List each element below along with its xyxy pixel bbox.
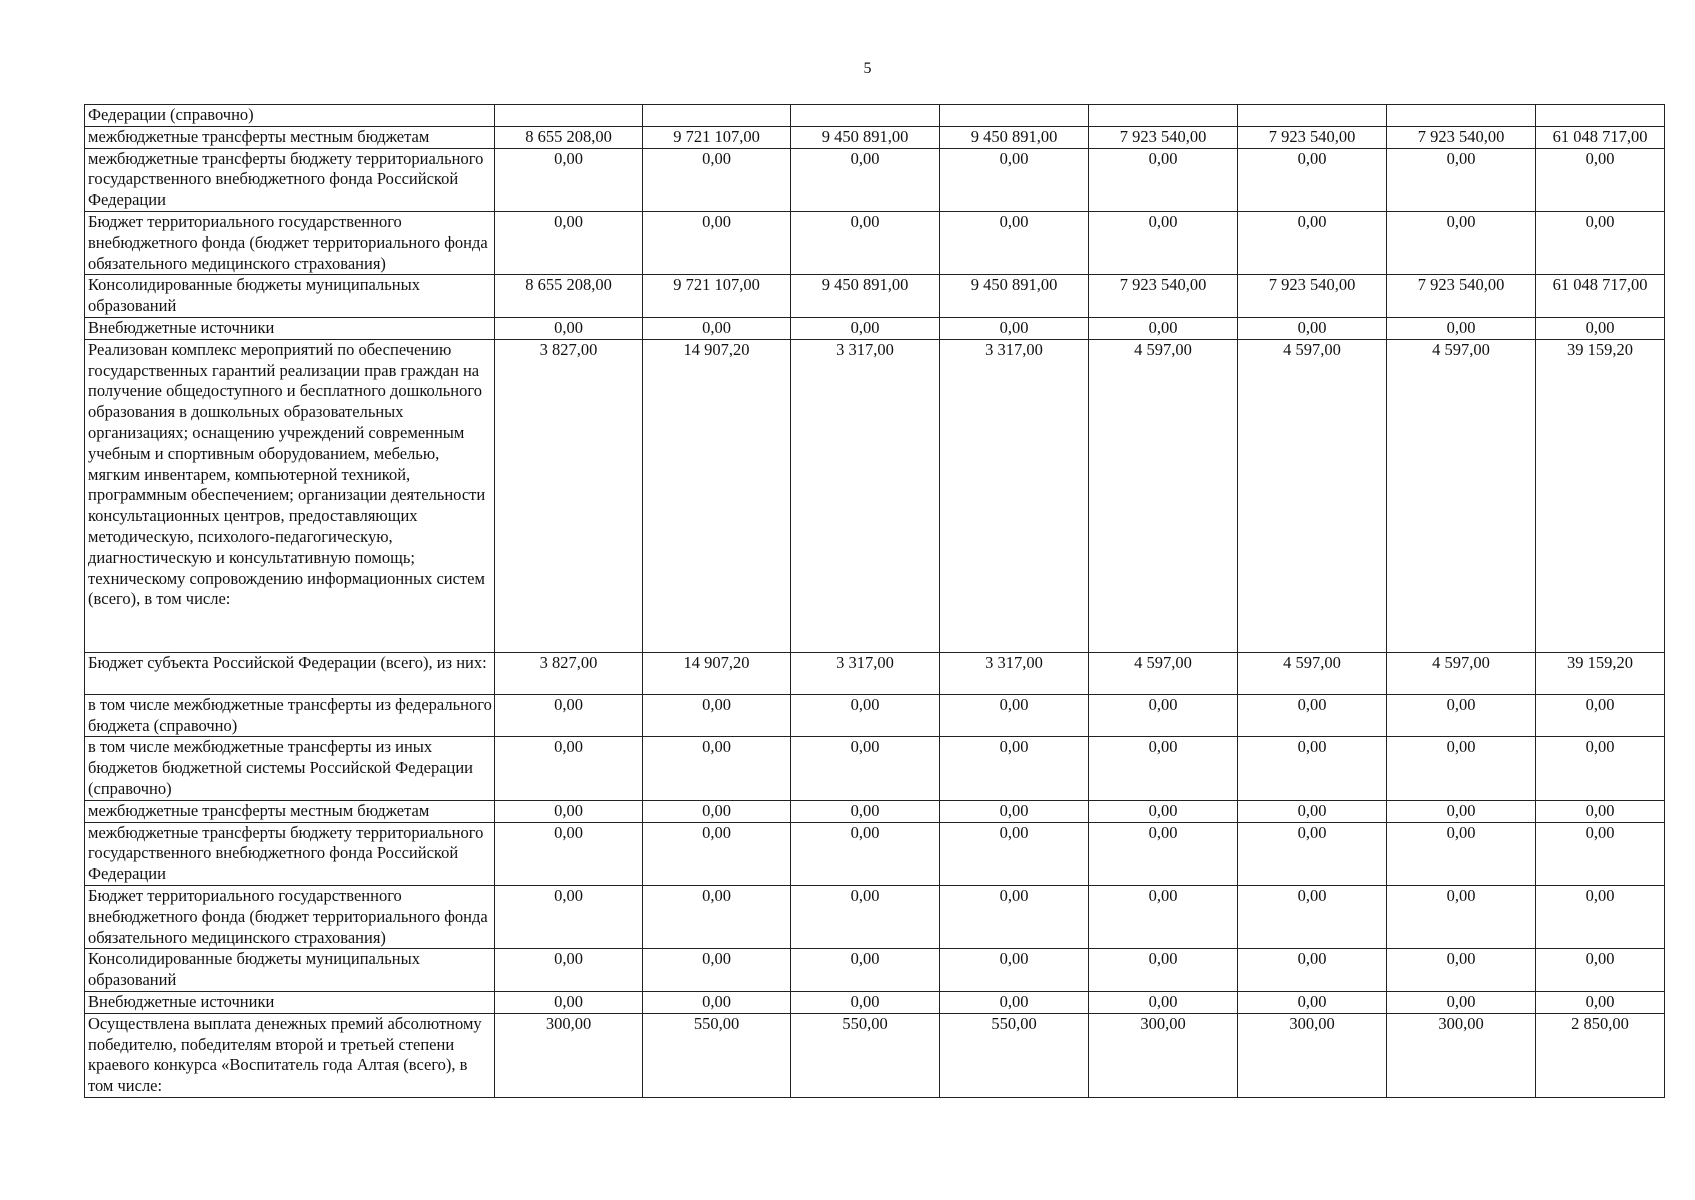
budget-table [84, 104, 1665, 1098]
value-cell: 7 923 540,00 [1387, 275, 1536, 318]
value-cell: 14 907,20 [643, 652, 791, 694]
value-cell: 0,00 [643, 317, 791, 339]
value-cell [1387, 105, 1536, 127]
value-cell: 7 923 540,00 [1089, 126, 1238, 148]
value-cell: 0,00 [940, 737, 1089, 800]
value-cell: 3 827,00 [495, 339, 643, 652]
value-cell: 0,00 [1536, 949, 1665, 992]
row-label: межбюджетные трансферты местным бюджетам [85, 126, 495, 148]
value-cell: 0,00 [643, 991, 791, 1013]
value-cell: 0,00 [1089, 694, 1238, 737]
value-cell: 61 048 717,00 [1536, 126, 1665, 148]
value-cell: 0,00 [1089, 211, 1238, 274]
table-row [85, 737, 1665, 800]
value-cell: 9 721 107,00 [643, 126, 791, 148]
value-cell: 4 597,00 [1387, 652, 1536, 694]
value-cell: 4 597,00 [1238, 652, 1387, 694]
value-cell: 61 048 717,00 [1536, 275, 1665, 318]
value-cell: 0,00 [1536, 991, 1665, 1013]
value-cell: 550,00 [791, 1013, 940, 1097]
value-cell: 3 317,00 [940, 652, 1089, 694]
value-cell [1536, 105, 1665, 127]
value-cell: 0,00 [1089, 317, 1238, 339]
row-label: в том числе межбюджетные трансферты из федерального бюджета (справочно) [85, 694, 495, 737]
table-row [85, 949, 1665, 992]
value-cell: 300,00 [1238, 1013, 1387, 1097]
value-cell: 0,00 [1536, 800, 1665, 822]
value-cell: 0,00 [1387, 211, 1536, 274]
value-cell: 4 597,00 [1089, 652, 1238, 694]
value-cell: 0,00 [791, 885, 940, 948]
value-cell: 0,00 [1238, 148, 1387, 211]
table-row [85, 800, 1665, 822]
value-cell: 0,00 [495, 991, 643, 1013]
value-cell: 0,00 [791, 317, 940, 339]
value-cell: 550,00 [940, 1013, 1089, 1097]
value-cell: 0,00 [1238, 991, 1387, 1013]
value-cell: 0,00 [1089, 737, 1238, 800]
value-cell: 9 450 891,00 [940, 275, 1089, 318]
value-cell: 0,00 [1089, 885, 1238, 948]
value-cell: 0,00 [1387, 949, 1536, 992]
value-cell: 39 159,20 [1536, 652, 1665, 694]
value-cell: 0,00 [643, 822, 791, 885]
value-cell: 0,00 [940, 211, 1089, 274]
table-row [85, 652, 1665, 694]
value-cell: 0,00 [1387, 885, 1536, 948]
table-row [85, 822, 1665, 885]
value-cell: 0,00 [643, 800, 791, 822]
row-label: Консолидированные бюджеты муниципальных образований [85, 275, 495, 318]
value-cell: 0,00 [1238, 800, 1387, 822]
value-cell: 7 923 540,00 [1089, 275, 1238, 318]
value-cell: 0,00 [1238, 822, 1387, 885]
value-cell: 0,00 [495, 949, 643, 992]
table-row [85, 126, 1665, 148]
value-cell: 0,00 [643, 694, 791, 737]
value-cell: 8 655 208,00 [495, 275, 643, 318]
table-body [85, 105, 1665, 1098]
table-row [85, 1013, 1665, 1097]
value-cell: 0,00 [791, 694, 940, 737]
value-cell: 0,00 [1536, 822, 1665, 885]
row-label: межбюджетные трансферты бюджету территориального государственного внебюджетного фонда Российской Федерации [85, 822, 495, 885]
value-cell: 0,00 [940, 317, 1089, 339]
value-cell: 0,00 [1387, 822, 1536, 885]
table-row [85, 339, 1665, 652]
value-cell: 0,00 [1536, 148, 1665, 211]
value-cell: 0,00 [1387, 800, 1536, 822]
value-cell: 4 597,00 [1089, 339, 1238, 652]
row-label: Консолидированные бюджеты муниципальных образований [85, 949, 495, 992]
table-row [85, 211, 1665, 274]
value-cell: 0,00 [495, 211, 643, 274]
value-cell: 0,00 [495, 822, 643, 885]
value-cell: 0,00 [940, 694, 1089, 737]
value-cell: 7 923 540,00 [1238, 275, 1387, 318]
value-cell: 0,00 [1387, 694, 1536, 737]
value-cell: 3 317,00 [791, 339, 940, 652]
value-cell: 4 597,00 [1238, 339, 1387, 652]
row-label: Бюджет территориального государственного внебюджетного фонда (бюджет территориального фонда обязательного медицинского страхования) [85, 885, 495, 948]
value-cell: 0,00 [1536, 317, 1665, 339]
value-cell: 7 923 540,00 [1387, 126, 1536, 148]
value-cell: 0,00 [643, 737, 791, 800]
value-cell: 0,00 [940, 949, 1089, 992]
value-cell: 0,00 [791, 737, 940, 800]
value-cell: 0,00 [940, 991, 1089, 1013]
value-cell: 0,00 [1238, 694, 1387, 737]
value-cell: 0,00 [1387, 991, 1536, 1013]
value-cell: 0,00 [1536, 211, 1665, 274]
value-cell: 0,00 [495, 885, 643, 948]
value-cell: 0,00 [1089, 148, 1238, 211]
value-cell: 0,00 [1089, 991, 1238, 1013]
value-cell: 14 907,20 [643, 339, 791, 652]
value-cell: 0,00 [791, 800, 940, 822]
value-cell: 0,00 [1387, 737, 1536, 800]
page-number: 5 [863, 60, 872, 77]
value-cell: 9 450 891,00 [791, 126, 940, 148]
table-row [85, 317, 1665, 339]
value-cell: 0,00 [1089, 822, 1238, 885]
table-row [85, 148, 1665, 211]
value-cell: 0,00 [791, 211, 940, 274]
row-label: Реализован комплекс мероприятий по обеспечению государственных гарантий реализации прав граждан на получение общедоступного и бесплатного дошкольного образования в дошкольных образовательных организациях; оснащению учреждений современным учебным и спортивным оборудованием, мебелью, мягким инвентарем, компьютерной техникой, программным обеспечением; организации деятельности консультационных центров, предоставляющих методическую, психолого-педагогическую, диагностическую и консультативную помощь; техническому сопровождению информационных систем (всего), в том числе: [85, 339, 495, 652]
value-cell: 0,00 [643, 885, 791, 948]
row-label: Внебюджетные источники [85, 991, 495, 1013]
row-label: Внебюджетные источники [85, 317, 495, 339]
value-cell: 0,00 [1089, 949, 1238, 992]
value-cell: 0,00 [495, 800, 643, 822]
table-row [85, 885, 1665, 948]
value-cell: 9 721 107,00 [643, 275, 791, 318]
value-cell: 39 159,20 [1536, 339, 1665, 652]
value-cell: 0,00 [1387, 148, 1536, 211]
value-cell: 300,00 [495, 1013, 643, 1097]
value-cell: 0,00 [1089, 800, 1238, 822]
row-label: Бюджет территориального государственного внебюджетного фонда (бюджет территориального фонда обязательного медицинского страхования) [85, 211, 495, 274]
value-cell: 0,00 [940, 148, 1089, 211]
value-cell [1089, 105, 1238, 127]
value-cell [1238, 105, 1387, 127]
row-label: Осуществлена выплата денежных премий абсолютному победителю, победителям второй и третьей степени краевого конкурса «Воспитатель года Алтая (всего), в том числе: [85, 1013, 495, 1097]
value-cell: 0,00 [1387, 317, 1536, 339]
value-cell: 3 827,00 [495, 652, 643, 694]
row-label: Федерации (справочно) [85, 105, 495, 127]
table-row [85, 105, 1665, 127]
row-label: в том числе межбюджетные трансферты из иных бюджетов бюджетной системы Российской Федерации (справочно) [85, 737, 495, 800]
value-cell: 0,00 [495, 694, 643, 737]
value-cell: 0,00 [643, 148, 791, 211]
value-cell: 0,00 [791, 148, 940, 211]
value-cell: 0,00 [495, 317, 643, 339]
value-cell: 0,00 [643, 949, 791, 992]
value-cell: 0,00 [495, 148, 643, 211]
row-label: межбюджетные трансферты местным бюджетам [85, 800, 495, 822]
value-cell: 0,00 [1238, 949, 1387, 992]
value-cell: 0,00 [940, 822, 1089, 885]
value-cell [940, 105, 1089, 127]
value-cell: 0,00 [791, 991, 940, 1013]
value-cell: 0,00 [791, 822, 940, 885]
value-cell: 0,00 [1238, 737, 1387, 800]
value-cell: 9 450 891,00 [940, 126, 1089, 148]
value-cell: 0,00 [1536, 737, 1665, 800]
value-cell [643, 105, 791, 127]
table-row [85, 275, 1665, 318]
value-cell [791, 105, 940, 127]
table-row [85, 694, 1665, 737]
value-cell: 0,00 [1536, 885, 1665, 948]
row-label: Бюджет субъекта Российской Федерации (всего), из них: [85, 652, 495, 694]
value-cell: 9 450 891,00 [791, 275, 940, 318]
value-cell: 8 655 208,00 [495, 126, 643, 148]
table-row [85, 991, 1665, 1013]
value-cell: 3 317,00 [791, 652, 940, 694]
row-label: межбюджетные трансферты бюджету территориального государственного внебюджетного фонда Российской Федерации [85, 148, 495, 211]
value-cell: 0,00 [940, 885, 1089, 948]
value-cell: 4 597,00 [1387, 339, 1536, 652]
value-cell: 0,00 [1238, 885, 1387, 948]
value-cell: 300,00 [1387, 1013, 1536, 1097]
value-cell: 0,00 [940, 800, 1089, 822]
value-cell [495, 105, 643, 127]
value-cell: 0,00 [1238, 211, 1387, 274]
value-cell: 0,00 [791, 949, 940, 992]
value-cell: 0,00 [643, 211, 791, 274]
value-cell: 3 317,00 [940, 339, 1089, 652]
value-cell: 7 923 540,00 [1238, 126, 1387, 148]
value-cell: 0,00 [1536, 694, 1665, 737]
value-cell: 2 850,00 [1536, 1013, 1665, 1097]
value-cell: 550,00 [643, 1013, 791, 1097]
value-cell: 0,00 [495, 737, 643, 800]
value-cell: 0,00 [1238, 317, 1387, 339]
value-cell: 300,00 [1089, 1013, 1238, 1097]
